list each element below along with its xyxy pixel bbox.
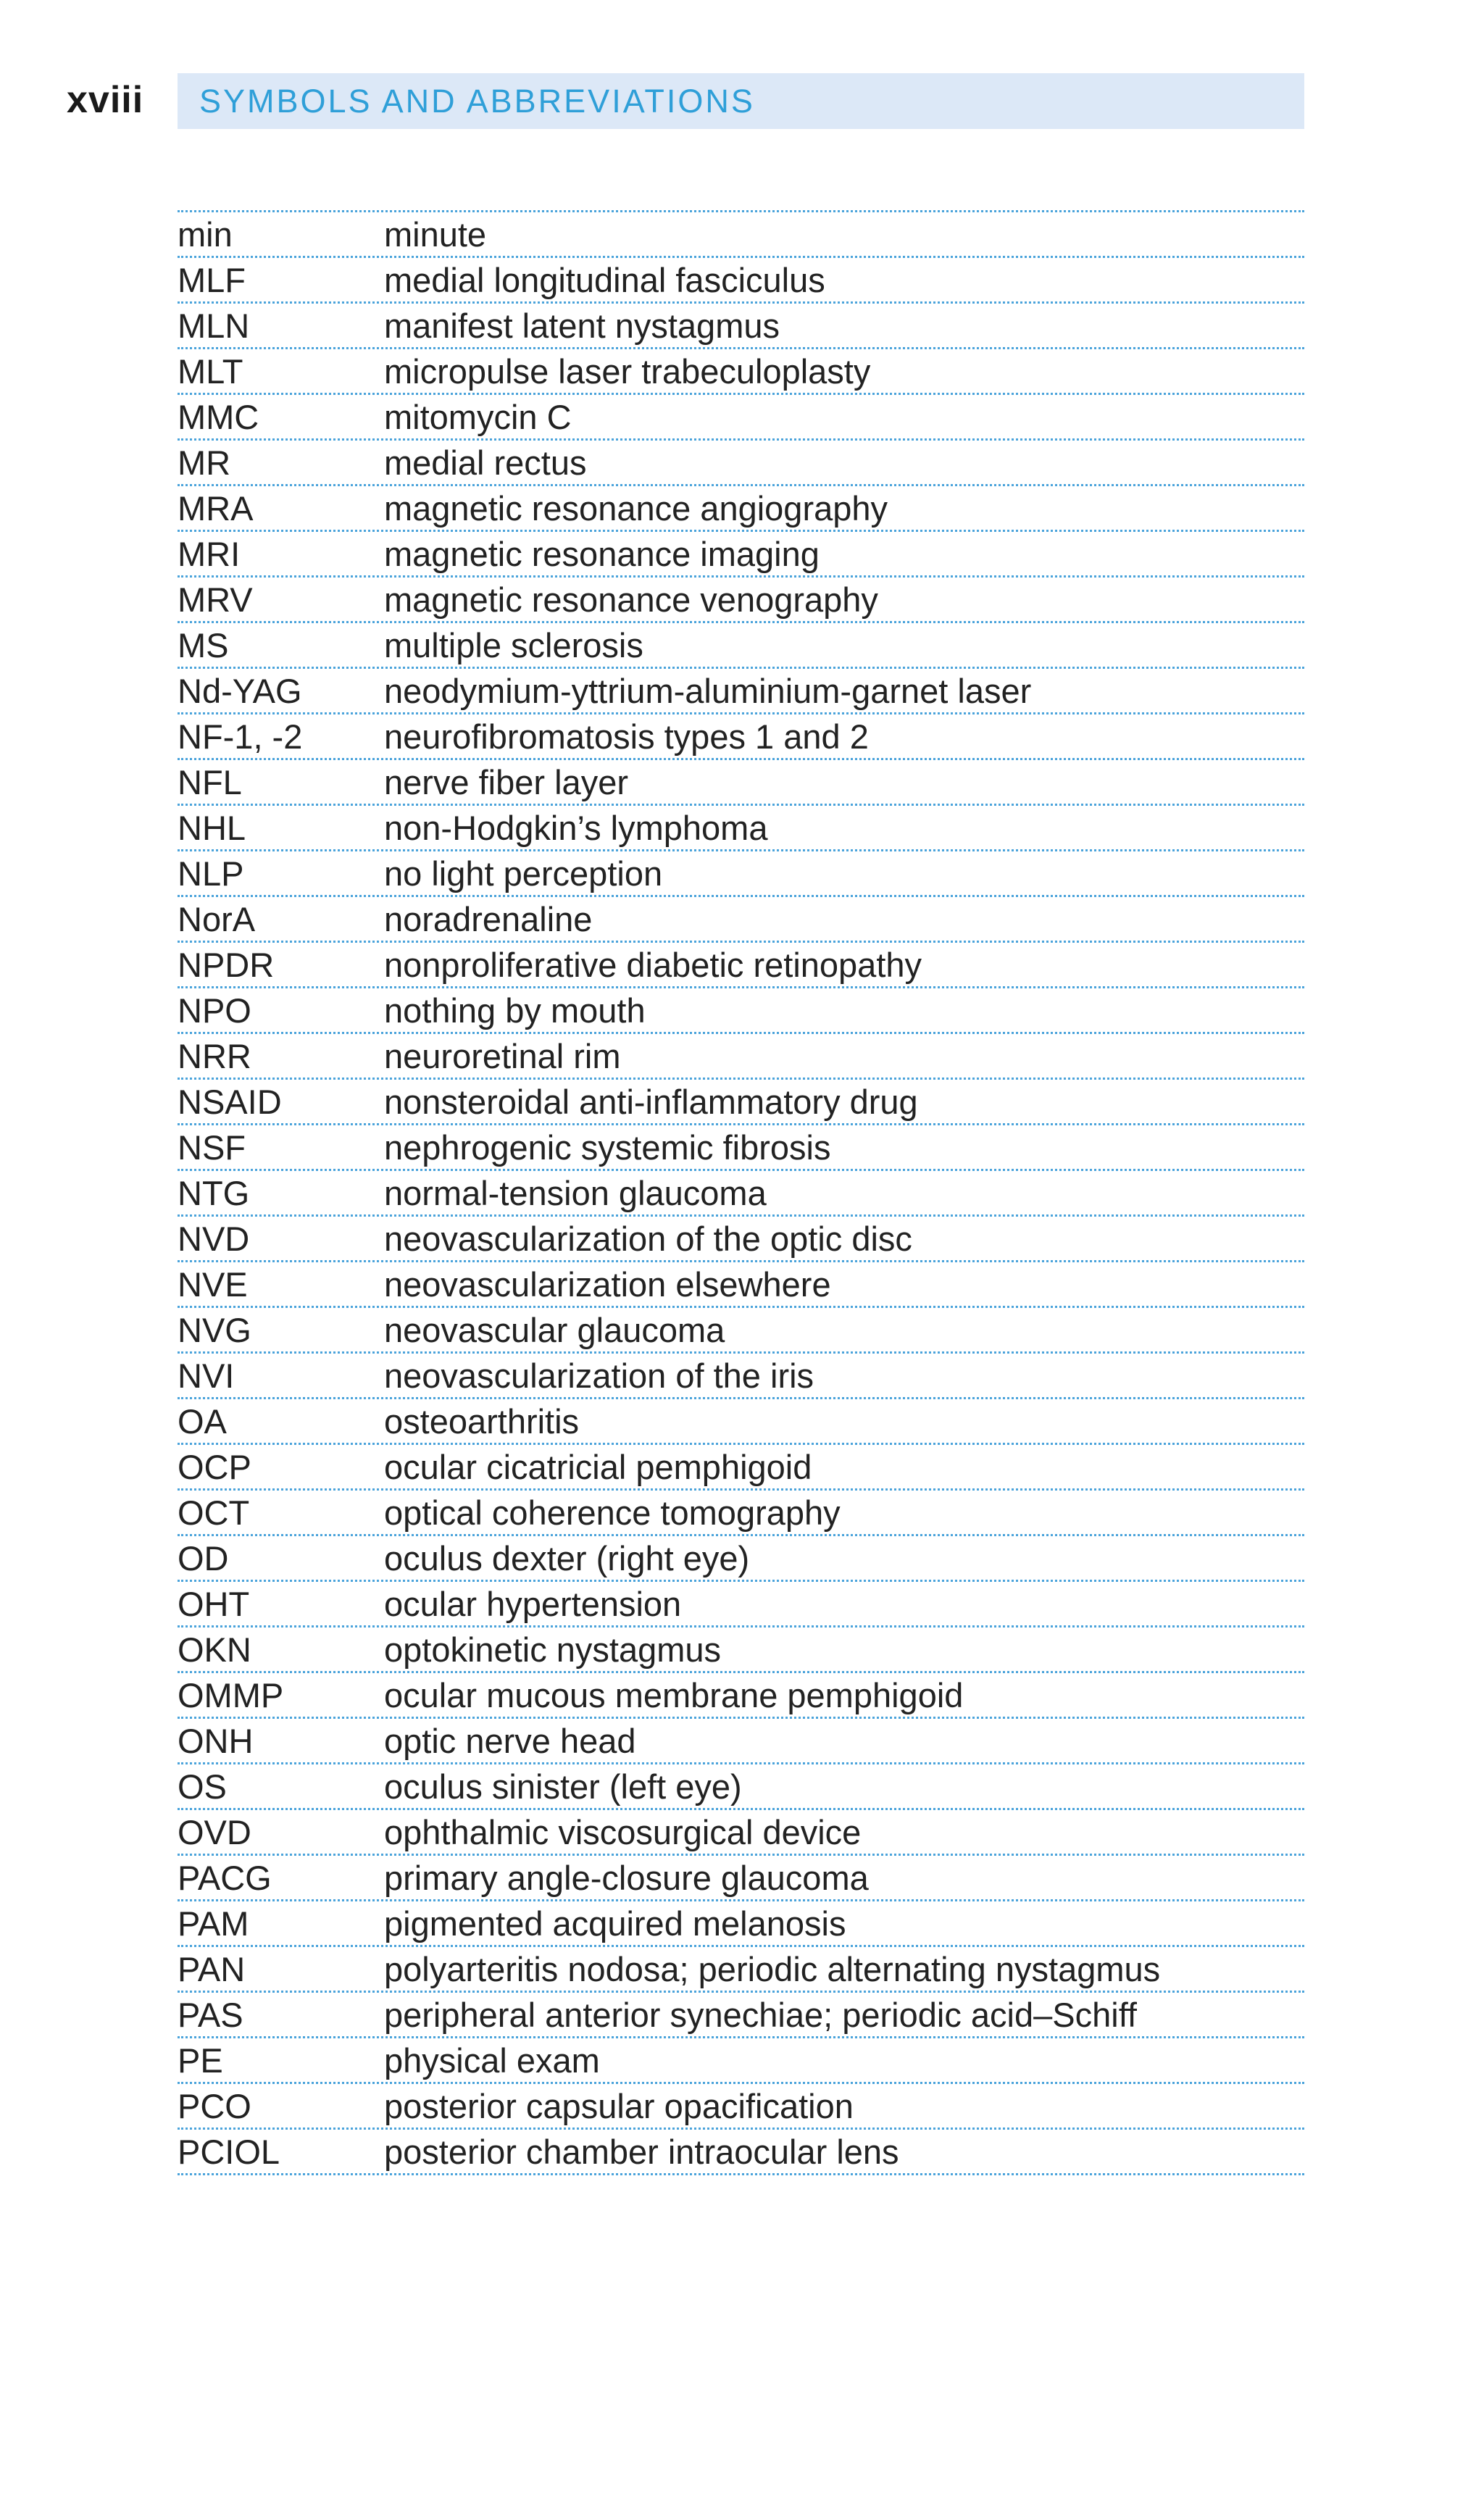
abbreviation-row xyxy=(178,532,1304,578)
abbreviation-definition: minute xyxy=(384,214,487,254)
abbreviation-term: NPDR xyxy=(178,945,275,984)
abbreviation-row xyxy=(178,851,1304,897)
abbreviation-term: NVD xyxy=(178,1219,250,1258)
abbreviation-definition: physical exam xyxy=(384,2041,600,2080)
abbreviation-row xyxy=(178,988,1304,1034)
abbreviation-term: OMMP xyxy=(178,1675,284,1714)
abbreviation-definition: oculus sinister (left eye) xyxy=(384,1767,742,1806)
abbreviation-row xyxy=(178,1673,1304,1719)
abbreviation-definition: primary angle-closure glaucoma xyxy=(384,1858,869,1897)
abbreviation-term: ONH xyxy=(178,1721,254,1760)
abbreviation-definition: nonsteroidal anti-inflammatory drug xyxy=(384,1082,918,1121)
abbreviation-row xyxy=(178,2130,1304,2175)
abbreviation-definition: posterior chamber intraocular lens xyxy=(384,2132,899,2171)
abbreviation-row xyxy=(178,1034,1304,1080)
abbreviation-row xyxy=(178,669,1304,714)
abbreviation-definition: polyarteritis nodosa; periodic alternating nystagmus xyxy=(384,1949,1161,1988)
abbreviation-term: OS xyxy=(178,1767,227,1806)
section-title: SYMBOLS AND ABBREVIATIONS xyxy=(199,83,755,120)
abbreviation-definition: no light perception xyxy=(384,854,663,893)
abbreviation-row xyxy=(178,1901,1304,1947)
abbreviation-definition: mitomycin C xyxy=(384,397,572,436)
abbreviation-definition: optical coherence tomography xyxy=(384,1493,841,1532)
abbreviation-row xyxy=(178,1262,1304,1308)
abbreviation-definition: osteoarthritis xyxy=(384,1401,580,1441)
abbreviation-term: NorA xyxy=(178,899,256,938)
abbreviation-definition: micropulse laser trabeculoplasty xyxy=(384,351,871,391)
abbreviation-row xyxy=(178,1491,1304,1536)
abbreviation-term: NSF xyxy=(178,1128,246,1167)
abbreviation-definition: neodymium-yttrium-aluminium-garnet laser xyxy=(384,671,1032,710)
abbreviation-term: NLP xyxy=(178,854,244,893)
abbreviation-row xyxy=(178,1947,1304,1993)
abbreviation-definition: magnetic resonance imaging xyxy=(384,534,820,573)
abbreviation-row xyxy=(178,1536,1304,1582)
abbreviation-term: PCIOL xyxy=(178,2132,280,2171)
abbreviation-row xyxy=(178,806,1304,851)
abbreviation-term: NTG xyxy=(178,1173,250,1212)
abbreviation-definition: medial rectus xyxy=(384,443,587,482)
abbreviation-definition: optokinetic nystagmus xyxy=(384,1630,722,1669)
abbreviation-row xyxy=(178,304,1304,349)
abbreviation-row xyxy=(178,441,1304,486)
abbreviation-definition: neovascularization elsewhere xyxy=(384,1264,831,1304)
section-header xyxy=(178,73,1304,129)
abbreviation-row xyxy=(178,212,1304,258)
abbreviation-definition: neuroretinal rim xyxy=(384,1036,621,1075)
abbreviation-term: MRA xyxy=(178,488,254,528)
abbreviation-row xyxy=(178,1217,1304,1262)
abbreviation-row xyxy=(178,1171,1304,1217)
abbreviation-term: NRR xyxy=(178,1036,251,1075)
abbreviation-definition: noradrenaline xyxy=(384,899,593,938)
abbreviation-row xyxy=(178,1856,1304,1901)
abbreviation-term: PAN xyxy=(178,1949,246,1988)
abbreviation-row xyxy=(178,1125,1304,1171)
abbreviation-definition: pigmented acquired melanosis xyxy=(384,1904,846,1943)
page-number: xviii xyxy=(67,79,144,121)
abbreviation-row xyxy=(178,2038,1304,2084)
abbreviation-term: NFL xyxy=(178,762,242,801)
abbreviation-list xyxy=(178,210,1304,2175)
abbreviation-definition: oculus dexter (right eye) xyxy=(384,1538,750,1578)
abbreviation-term: OKN xyxy=(178,1630,251,1669)
abbreviation-definition: multiple sclerosis xyxy=(384,625,643,664)
abbreviation-definition: ophthalmic viscosurgical device xyxy=(384,1812,862,1851)
abbreviation-term: MLF xyxy=(178,260,246,299)
abbreviation-row xyxy=(178,1445,1304,1491)
abbreviation-term: NVG xyxy=(178,1310,251,1349)
abbreviation-row xyxy=(178,258,1304,304)
abbreviation-term: PE xyxy=(178,2041,223,2080)
abbreviation-term: NPO xyxy=(178,991,251,1030)
abbreviation-definition: magnetic resonance angiography xyxy=(384,488,888,528)
abbreviation-term: OHT xyxy=(178,1584,250,1623)
abbreviation-term: MRV xyxy=(178,580,253,619)
abbreviation-term: MS xyxy=(178,625,229,664)
abbreviation-term: PACG xyxy=(178,1858,272,1897)
abbreviation-term: NHL xyxy=(178,808,246,847)
abbreviation-term: NVI xyxy=(178,1356,235,1395)
abbreviation-definition: nephrogenic systemic fibrosis xyxy=(384,1128,831,1167)
abbreviation-row xyxy=(178,623,1304,669)
abbreviation-definition: neurofibromatosis types 1 and 2 xyxy=(384,717,869,756)
abbreviation-row xyxy=(178,395,1304,441)
abbreviation-definition: nonproliferative diabetic retinopathy xyxy=(384,945,922,984)
abbreviation-row xyxy=(178,1080,1304,1125)
abbreviation-term: Nd-YAG xyxy=(178,671,302,710)
abbreviation-row xyxy=(178,1354,1304,1399)
abbreviation-row xyxy=(178,1582,1304,1628)
abbreviation-definition: neovascularization of the optic disc xyxy=(384,1219,912,1258)
abbreviation-row xyxy=(178,486,1304,532)
abbreviation-definition: ocular cicatricial pemphigoid xyxy=(384,1447,812,1486)
abbreviation-definition: non-Hodgkin’s lymphoma xyxy=(384,808,768,847)
abbreviation-term: PAM xyxy=(178,1904,249,1943)
abbreviation-row xyxy=(178,1399,1304,1445)
abbreviation-term: OD xyxy=(178,1538,229,1578)
abbreviation-row xyxy=(178,1628,1304,1673)
abbreviation-definition: manifest latent nystagmus xyxy=(384,306,780,345)
abbreviation-row xyxy=(178,2084,1304,2130)
abbreviation-definition: peripheral anterior synechiae; periodic acid–Schiff xyxy=(384,1995,1137,2034)
abbreviation-term: MRI xyxy=(178,534,241,573)
abbreviation-term: OCP xyxy=(178,1447,251,1486)
abbreviation-term: NF-1, -2 xyxy=(178,717,303,756)
abbreviation-row xyxy=(178,897,1304,943)
abbreviation-term: MMC xyxy=(178,397,259,436)
abbreviation-definition: medial longitudinal fasciculus xyxy=(384,260,825,299)
abbreviation-row xyxy=(178,943,1304,988)
abbreviation-term: OVD xyxy=(178,1812,251,1851)
abbreviation-term: PAS xyxy=(178,1995,243,2034)
abbreviation-term: MLT xyxy=(178,351,243,391)
abbreviation-definition: neovascular glaucoma xyxy=(384,1310,725,1349)
abbreviation-term: NVE xyxy=(178,1264,248,1304)
abbreviation-row xyxy=(178,1993,1304,2038)
abbreviation-row xyxy=(178,578,1304,623)
abbreviation-definition: posterior capsular opacification xyxy=(384,2086,854,2125)
abbreviation-definition: normal-tension glaucoma xyxy=(384,1173,767,1212)
abbreviation-term: MLN xyxy=(178,306,250,345)
abbreviation-definition: magnetic resonance venography xyxy=(384,580,878,619)
abbreviation-definition: ocular mucous membrane pemphigoid xyxy=(384,1675,964,1714)
abbreviation-row xyxy=(178,1719,1304,1764)
abbreviation-definition: optic nerve head xyxy=(384,1721,636,1760)
abbreviation-row xyxy=(178,1810,1304,1856)
abbreviation-row xyxy=(178,714,1304,760)
abbreviation-definition: nothing by mouth xyxy=(384,991,646,1030)
abbreviation-term: min xyxy=(178,214,233,254)
abbreviation-row xyxy=(178,1308,1304,1354)
abbreviation-definition: ocular hypertension xyxy=(384,1584,682,1623)
abbreviation-row xyxy=(178,760,1304,806)
abbreviation-term: PCO xyxy=(178,2086,251,2125)
abbreviation-row xyxy=(178,349,1304,395)
abbreviation-term: MR xyxy=(178,443,231,482)
abbreviation-row xyxy=(178,1764,1304,1810)
abbreviation-term: NSAID xyxy=(178,1082,282,1121)
abbreviation-term: OCT xyxy=(178,1493,250,1532)
abbreviation-term: OA xyxy=(178,1401,227,1441)
abbreviation-definition: nerve fiber layer xyxy=(384,762,628,801)
abbreviation-definition: neovascularization of the iris xyxy=(384,1356,814,1395)
